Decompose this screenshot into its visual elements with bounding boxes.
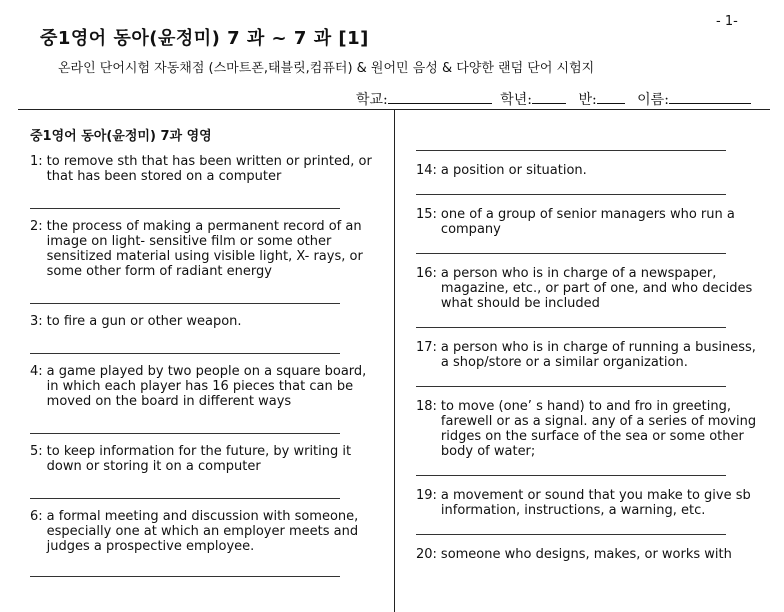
question-text: a person who is in charge of a newspaper, magazine, etc., or part of one, and who decides what should be included: [440, 266, 753, 311]
answer-line: [30, 303, 340, 304]
class-label: 반:: [578, 92, 597, 108]
question-text: a position or situation.: [440, 163, 587, 178]
question-item: [416, 488, 761, 518]
name-blank: [669, 90, 751, 104]
question-number: 16:: [416, 266, 437, 281]
question-number: 5:: [30, 444, 43, 459]
answer-line: [416, 150, 726, 151]
page-number: - 1-: [716, 14, 738, 29]
question-item: [30, 314, 375, 329]
question-item: [30, 509, 375, 554]
page-subtitle: 온라인 단어시험 자동채점 (스마트폰,태블릿,컴퓨터) & 원어민 음성 & 다양한 랜덤 단어 시험지: [58, 61, 595, 76]
question-text: one of a group of senior managers who run a company: [440, 207, 735, 237]
answer-line: [30, 576, 340, 577]
answer-line: [30, 498, 340, 499]
question-number: 2:: [30, 219, 43, 234]
grade-label: 학년:: [500, 92, 532, 108]
column-divider: [394, 110, 395, 612]
question-item: [416, 340, 761, 370]
answer-line: [416, 253, 726, 254]
question-text: someone who designs, makes, or works with: [440, 547, 732, 562]
question-item: [416, 399, 761, 459]
question-text: a formal meeting and discussion with someone, especially one at which an employer meets and judges a prospective employee.: [46, 509, 359, 554]
question-text: to remove sth that has been written or printed, or that has been stored on a computer: [46, 154, 372, 184]
student-info-fields: [356, 89, 751, 109]
question-text: to keep information for the future, by writing it down or storing it on a computer: [46, 444, 352, 474]
question-number: 17:: [416, 340, 437, 355]
question-number: 1:: [30, 154, 43, 169]
page-title: 중1영어 동아(윤정미) 7 과 ~ 7 과 [1]: [40, 28, 369, 49]
question-text: a person who is in charge of running a business, a shop/store or a similar organization.: [440, 340, 756, 370]
question-item: [416, 163, 761, 178]
left-column: [30, 129, 375, 577]
question-item: [30, 364, 375, 409]
answer-line: [30, 208, 340, 209]
question-text: a movement or sound that you make to give sb information, instructions, a warning, etc.: [440, 488, 751, 518]
question-number: 19:: [416, 488, 437, 503]
question-number: 6:: [30, 509, 43, 524]
section-title: 중1영어 동아(윤정미) 7과 영영: [30, 129, 212, 144]
question-text: to fire a gun or other weapon.: [46, 314, 242, 329]
school-label: 학교:: [356, 92, 388, 108]
question-item: [416, 547, 761, 562]
question-number: 20:: [416, 547, 437, 562]
question-item: [30, 219, 375, 279]
right-column: [416, 150, 761, 562]
question-item: [416, 207, 761, 237]
question-number: 4:: [30, 364, 43, 379]
question-item: [416, 266, 761, 311]
question-text: to move (one’ s hand) to and fro in greeting, farewell or as a signal. any of a series of moving ridges on the surface of the sea or some other body of water;: [440, 399, 757, 459]
answer-line: [416, 327, 726, 328]
question-number: 15:: [416, 207, 437, 222]
question-item: [30, 154, 375, 184]
question-number: 18:: [416, 399, 437, 414]
grade-blank: [532, 90, 566, 104]
question-text: the process of making a permanent record of an image on light- sensitive film or some other sensitized material using visible light, X- rays, or some other form of radiant energy: [46, 219, 363, 279]
answer-line: [416, 534, 726, 535]
answer-line: [416, 194, 726, 195]
answer-line: [30, 433, 340, 434]
question-number: 14:: [416, 163, 437, 178]
class-blank: [597, 90, 625, 104]
question-text: a game played by two people on a square board, in which each player has 16 pieces that can be moved on the board in different ways: [46, 364, 367, 409]
name-label: 이름:: [637, 92, 669, 108]
question-number: 3:: [30, 314, 43, 329]
school-blank: [388, 90, 492, 104]
answer-line: [416, 475, 726, 476]
answer-line: [416, 386, 726, 387]
answer-line: [30, 353, 340, 354]
question-item: [30, 444, 375, 474]
